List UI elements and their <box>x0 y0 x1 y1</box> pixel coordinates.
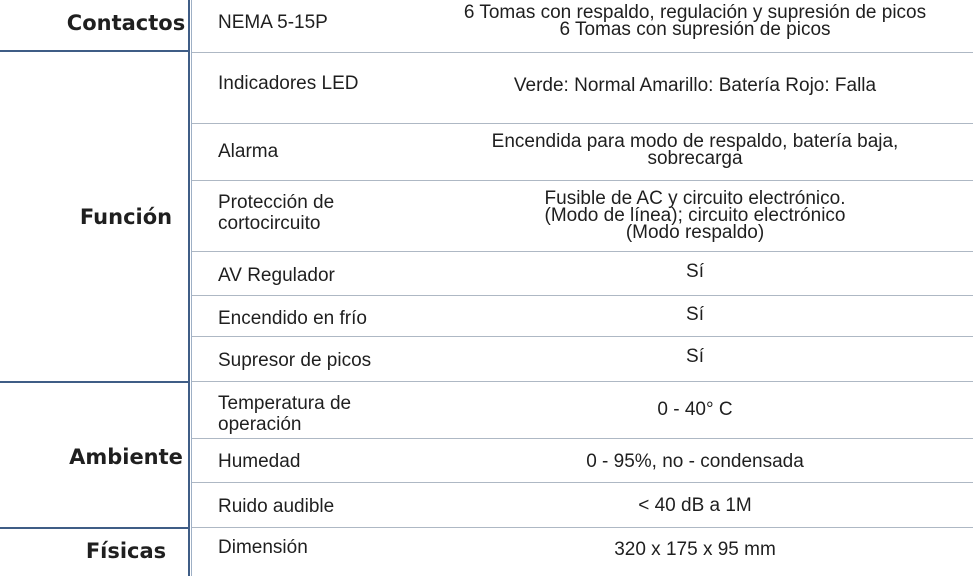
row-label-ruido: Ruido audible <box>218 496 335 517</box>
row-separator <box>192 180 973 181</box>
row-value-humedad <box>445 453 945 470</box>
value-line: (Modo de línea); circuito electrónico <box>544 205 846 226</box>
row-separator <box>192 123 973 124</box>
row-label-humedad: Humedad <box>218 451 301 472</box>
row-separator <box>192 295 973 296</box>
row-separator <box>192 381 973 382</box>
group-fisicas: Físicas <box>85 539 167 563</box>
column-divider-light <box>191 0 192 576</box>
row-label-led: Indicadores LED <box>218 73 359 94</box>
group-contactos: Contactos <box>66 11 186 35</box>
value-line: Verde: Normal Amarillo: Batería Rojo: Falla <box>513 75 877 96</box>
row-label-nema: NEMA 5-15P <box>218 12 328 33</box>
row-separator <box>192 336 973 337</box>
row-label-temperatura: Temperatura de operación <box>218 393 352 435</box>
row-value-dimension <box>445 541 945 558</box>
row-label-av-regulador: AV Regulador <box>218 265 335 286</box>
value-line: (Modo respaldo) <box>625 222 765 243</box>
row-value-alarma <box>445 133 945 167</box>
row-value-nema <box>445 4 945 38</box>
value-line: Encendida para modo de respaldo, batería baja, <box>491 131 899 152</box>
value-line: 320 x 175 x 95 mm <box>614 539 776 560</box>
row-value-led <box>445 77 945 94</box>
row-value-temperatura <box>445 401 945 418</box>
value-line: 0 - 40° C <box>657 399 733 420</box>
group-separator <box>0 381 190 383</box>
row-separator <box>192 482 973 483</box>
row-label-proteccion: Protección de cortocircuito <box>218 192 335 234</box>
value-line: 6 Tomas con supresión de picos <box>559 19 831 40</box>
value-line: Fusible de AC y circuito electrónico. <box>544 188 846 209</box>
row-separator <box>192 438 973 439</box>
group-separator <box>0 527 190 529</box>
row-value-av-regulador <box>445 263 945 280</box>
row-label-encendido-frio: Encendido en frío <box>218 308 367 329</box>
row-value-ruido <box>445 497 945 514</box>
group-separator <box>0 50 190 52</box>
row-label-dimension: Dimensión <box>218 537 308 558</box>
row-separator <box>192 52 973 53</box>
row-value-proteccion <box>445 190 945 241</box>
row-separator <box>192 251 973 252</box>
row-value-supresor <box>445 348 945 365</box>
value-line: Sí <box>686 261 704 282</box>
value-line: Sí <box>686 304 704 325</box>
group-funcion: Función <box>79 205 173 229</box>
value-line: sobrecarga <box>647 148 743 169</box>
row-value-encendido-frio <box>445 306 945 323</box>
row-separator <box>192 527 973 528</box>
value-line: 0 - 95%, no - condensada <box>586 451 804 472</box>
group-ambiente: Ambiente <box>69 445 183 469</box>
value-line: 6 Tomas con respaldo, regulación y supresión de picos <box>463 2 927 23</box>
value-line: Sí <box>686 346 704 367</box>
value-line: < 40 dB a 1M <box>638 495 752 516</box>
row-label-supresor: Supresor de picos <box>218 350 372 371</box>
column-divider <box>188 0 190 576</box>
row-label-alarma: Alarma <box>218 141 279 162</box>
